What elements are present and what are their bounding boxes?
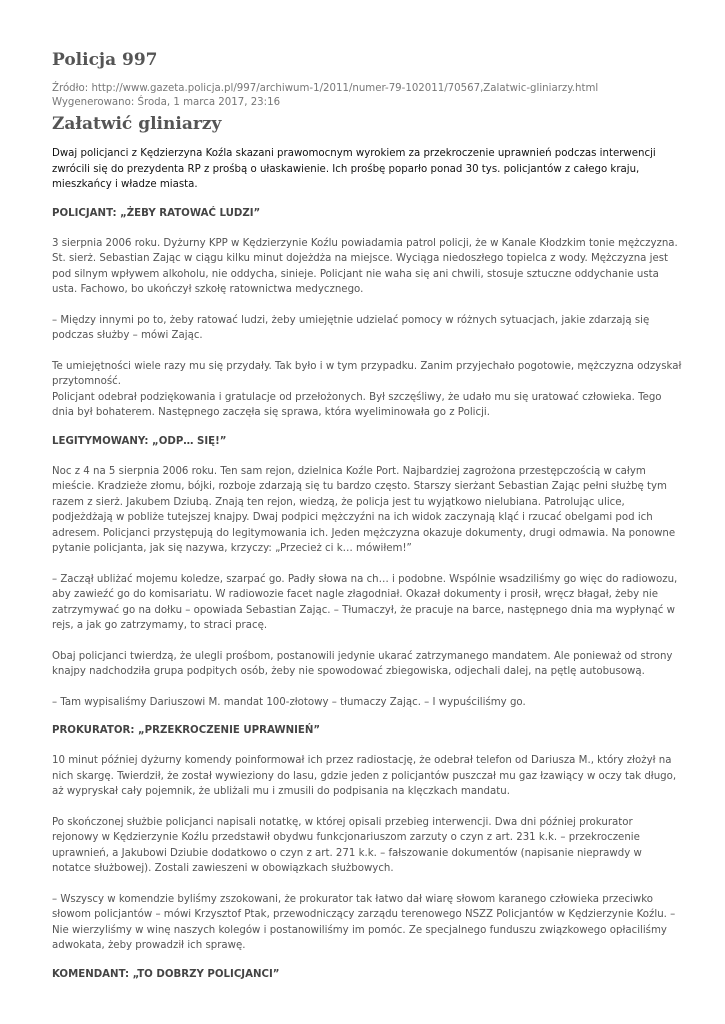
source-line: Źródło: http://www.gazeta.policja.pl/997/archiwum-1/2011/numer-79-102011/70567,Zalatwic-gliniarzy.html [52,83,599,94]
generated-line: Wygenerowano: Środa, 1 marca 2017, 23:16 [52,97,281,108]
paragraph: – Między innymi po to, żeby ratować ludzi, żeby umiejętnie udzielać pomocy w różnych sytuacjach, jakie zdarzają się podczas służby – mówi Zając. [52,314,650,341]
paragraph: Obaj policjanci twierdzą, że ulegli prośbom, postanowili jedynie ukarać zatrzymanego mandatem. Ale ponieważ od strony knajpy nadchodziła grupa podpitych osób, żeby nie spowodować zbiegowiska, odjechali dalej, na pętlę autobusową. [52,650,673,677]
article-title: Załatwić gliniarzy [52,114,222,134]
paragraph: Noc z 4 na 5 sierpnia 2006 roku. Ten sam rejon, dzielnica Koźle Port. Najbardziej zagrożona przestępczością w całym mieście. Kradzieże złomu, bójki, rozboje zdarzają się tu bardzo często. Starszy sierżant Sebastian Zając pełni służbę tym razem z sierż. Jakubem Dziubą. Znają ten rejon, wiedzą, że policja jest tu wyjątkowo nielubiana. Patrolując ulice, podjeżdżają w pobliże tutejszej knajpy. Dwaj podpici mężczyźni na ich widok zaczynają kląć i rzucać obelgami pod ich adresem. Policjanci przystępują do legitymowania ich. Jeden mężczyzna okazuje dokumenty, drugi odmawia. Na ponowne pytanie policjanta, jak się nazywa, krzyczy: „Przecież ci k… mówiłem!” [52,465,676,554]
paragraph: Te umiejętności wiele razy mu się przydały. Tak było i w tym przypadku. Zanim przyjechało pogotowie, mężczyzna odzyskał przytomność. [52,360,682,387]
section-heading: KOMENDANT: „TO DOBRZY POLICJANCI” [52,968,280,980]
section-heading: PROKURATOR: „PRZEKROCZENIE UPRAWNIEŃ” [52,725,321,736]
site-title: Policja 997 [52,50,158,70]
section-heading: LEGITYMOWANY: „ODP… SIĘ!” [52,435,227,447]
paragraph: – Tam wypisaliśmy Dariuszowi M. mandat 100-złotowy – tłumaczy Zając. – I wypuściliśmy go. [52,696,526,708]
paragraph: 3 sierpnia 2006 roku. Dyżurny KPP w Kędzierzynie Koźlu powiadamia patrol policji, że w Kanale Kłodzkim tonie mężczyzna. St. sierż. Sebastian Zając w ciągu kilku minut dojeżdża na miejsce. Wyciąga niedoszłego topielca z wody. Mężczyzna jest pod silnym wpływem alkoholu, nie oddycha, sinieje. Policjant nie waha się ani chwili, stosuje sztuczne oddychanie usta usta. Fachowo, bo ukończył szkołę ratownictwa medycznego. [52,237,678,295]
document-page [52,50,682,997]
section-heading: POLICJANT: „ŻEBY RATOWAĆ LUDZI” [52,207,261,219]
paragraph: – Wszyscy w komendzie byliśmy zszokowani, że prokurator tak łatwo dał wiarę słowom karanego człowieka przeciwko słowom policjantów – mówi Krzysztof Ptak, przewodniczący zarządu terenowego NSZZ Policjantów w Kędzierzynie Koźlu. – Nie wierzyliśmy w winę naszych kolegów i postanowiliśmy im pomóc. Ze specjalnego funduszu związkowego opłaciliśmy adwokata, żeby prowadził ich sprawę. [52,893,676,951]
article-lead: Dwaj policjanci z Kędzierzyna Koźla skazani prawomocnym wyrokiem za przekroczenie uprawnień podczas interwencji zwrócili się do prezydenta RP z prośbą o ułaskawienie. Ich prośbę poparło ponad 30 tys. policjantów z całego kraju, mieszkańcy i władze miasta. [52,148,656,190]
paragraph: – Zaczął ubliżać mojemu koledze, szarpać go. Padły słowa na ch… i podobne. Wspólnie wsadziliśmy go więc do radiowozu, aby zawieźć go do komisariatu. W radiowozie facet nagle złagodniał. Okazał dokumenty i prosił, wręcz błagał, żeby nie zatrzymywać go na dołku – opowiada Sebastian Zając. – Tłumaczył, że pracuje na barce, następnego dnia ma wypłynąć w rejs, a jak go zatrzymamy, to straci pracę. [52,573,678,631]
paragraph: Po skończonej służbie policjanci napisali notatkę, w której opisali przebieg interwencji. Dwa dni później prokurator rejonowy w Kędzierzynie Koźlu przedstawił obydwu funkcjonariuszom zarzuty o czyn z art. 231 k.k. – przekroczenie uprawnień, a Jakubowi Dziubie dodatkowo o czyn z art. 271 k.k. – fałszowanie dokumentów (napisanie nieprawdy w notatce służbowej). Zostali zawieszeni w obowiązkach służbowych. [52,816,642,874]
paragraph: Policjant odebrał podziękowania i gratulacje od przełożonych. Był szczęśliwy, że udało mu się uratować człowieka. Tego dnia był bohaterem. Następnego zaczęła się sprawa, która wyeliminowała go z Policji. [52,391,662,418]
paragraph: 10 minut później dyżurny komendy poinformował ich przez radiostację, że odebrał telefon od Dariusza M., który złożył na nich skargę. Twierdził, że został wywieziony do lasu, gdzie jeden z policjantów puszczał mu gaz łzawiący w oczy tak długo, aż wypryskał cały pojemnik, że ubliżali mu i zmusili do podpisania na klęczkach mandatu. [52,755,677,797]
